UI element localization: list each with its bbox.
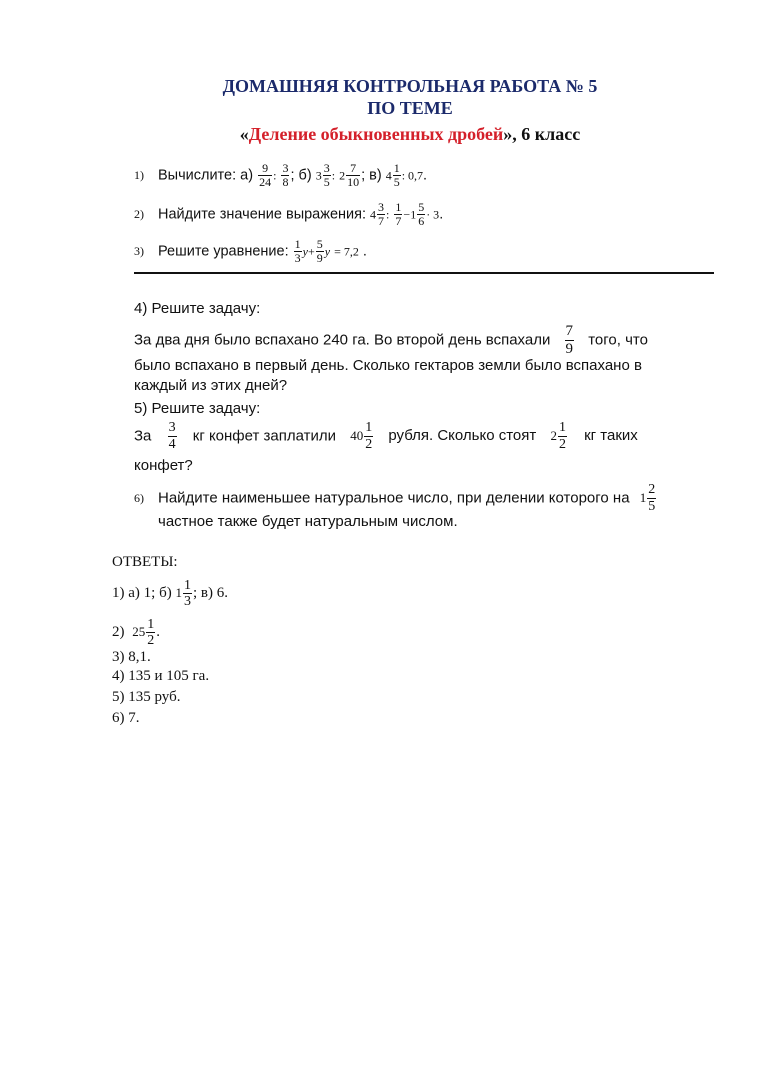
fraction: $\frac{5}{6}$ [418, 200, 425, 228]
answers-title: ОТВЕТЫ: [112, 554, 178, 570]
task-1: 1) Вычислите: а) $\frac{9}{24}$ : $\frac{3}{8}$ ; б) 3 $\frac{3}{5}$ : 2 $\frac{7}{10}$ ; в) 4 $\frac{1}{5}$ : 0,7. [134, 161, 428, 189]
fraction: $\frac{7}{9}$ [565, 323, 574, 357]
answer-6: 6) 7. [112, 710, 140, 726]
task-2-number: 2) [134, 207, 144, 222]
fraction: $\frac{3}{7}$ [378, 200, 385, 228]
task-3-text: Решите уравнение: [158, 243, 289, 260]
title-line-2: ПО ТЕМЕ [367, 98, 453, 118]
title-line-1: ДОМАШНЯЯ КОНТРОЛЬНАЯ РАБОТА № 5 [222, 76, 598, 96]
task-2-text: Найдите значение выражения: [158, 206, 366, 223]
task-5-line-2: конфет? [134, 457, 193, 474]
task-4-heading: 4) Решите задачу: [134, 300, 261, 317]
answer-4: 4) 135 и 105 га. [112, 668, 210, 684]
answer-2: 2) 25 $\frac{1}{2}$ . [112, 617, 160, 648]
fraction: $\frac{5}{9}$ [316, 237, 323, 265]
task-6-line-1: 6) Найдите наименьшее натуральное число, при делении которого на 1 $\frac{2}{5}$ [134, 482, 656, 514]
task-4-line-3: каждый из этих дней? [134, 377, 288, 394]
divider-line [134, 272, 714, 274]
fraction: $\frac{3}{5}$ [323, 161, 330, 189]
task-2: 2) Найдите значение выражения: 4 $\frac{3}{7}$ : $\frac{1}{7}$ −1 $\frac{5}{6}$ · 3. [134, 200, 444, 228]
task-5-heading: 5) Решите задачу: [134, 400, 261, 417]
fraction: $\frac{3}{8}$ [282, 161, 289, 189]
fraction: $\frac{1}{2}$ [558, 420, 566, 452]
answer-3: 3) 8,1. [112, 649, 151, 665]
task-6-line-2: частное также будет натуральным числом. [158, 513, 458, 530]
fraction: $\frac{1}{3}$ [183, 578, 191, 609]
task-4-line-1: За два дня было вспахано 240 га. Во второй день вспахали $\frac{7}{9}$ того, что [134, 323, 648, 357]
topic-title: Деление обыкновенных дробей [248, 124, 504, 144]
fraction: $\frac{1}{5}$ [393, 161, 400, 189]
fraction: $\frac{9}{24}$ [259, 161, 272, 189]
task-1-text: Вычислите: а) [158, 167, 254, 184]
fraction: $\frac{1}{2}$ [365, 420, 373, 452]
task-3: 3) Решите уравнение: $\frac{1}{3}$ y+ $\frac{5}{9}$ y = 7,2 . [134, 237, 367, 265]
answer-5: 5) 135 руб. [112, 689, 181, 705]
fraction: $\frac{1}{7}$ [395, 200, 402, 228]
fraction: $\frac{3}{4}$ [168, 420, 176, 452]
title-line-3 [0, 124, 768, 145]
grade-label: », 6 класс [503, 124, 581, 144]
answer-1: 1) а) 1; б) 1 $\frac{1}{3}$ ; в) 6. [112, 578, 228, 609]
fraction: $\frac{1}{3}$ [294, 237, 301, 265]
task-4-line-2: было вспахано в первый день. Сколько гектаров земли было вспахано в [134, 357, 642, 374]
task-3-number: 3) [134, 244, 144, 259]
task-5-line-1: За $\frac{3}{4}$ кг конфет заплатили 40 $\frac{1}{2}$ рубля. Сколько стоят 2 $\frac{1}{2}$ кг таких [134, 420, 638, 452]
fraction: $\frac{2}{5}$ [648, 482, 656, 514]
task-1-number: 1) [134, 168, 144, 183]
fraction: $\frac{1}{2}$ [147, 617, 155, 648]
fraction: $\frac{7}{10}$ [347, 161, 360, 189]
quote-open: « [239, 124, 249, 144]
